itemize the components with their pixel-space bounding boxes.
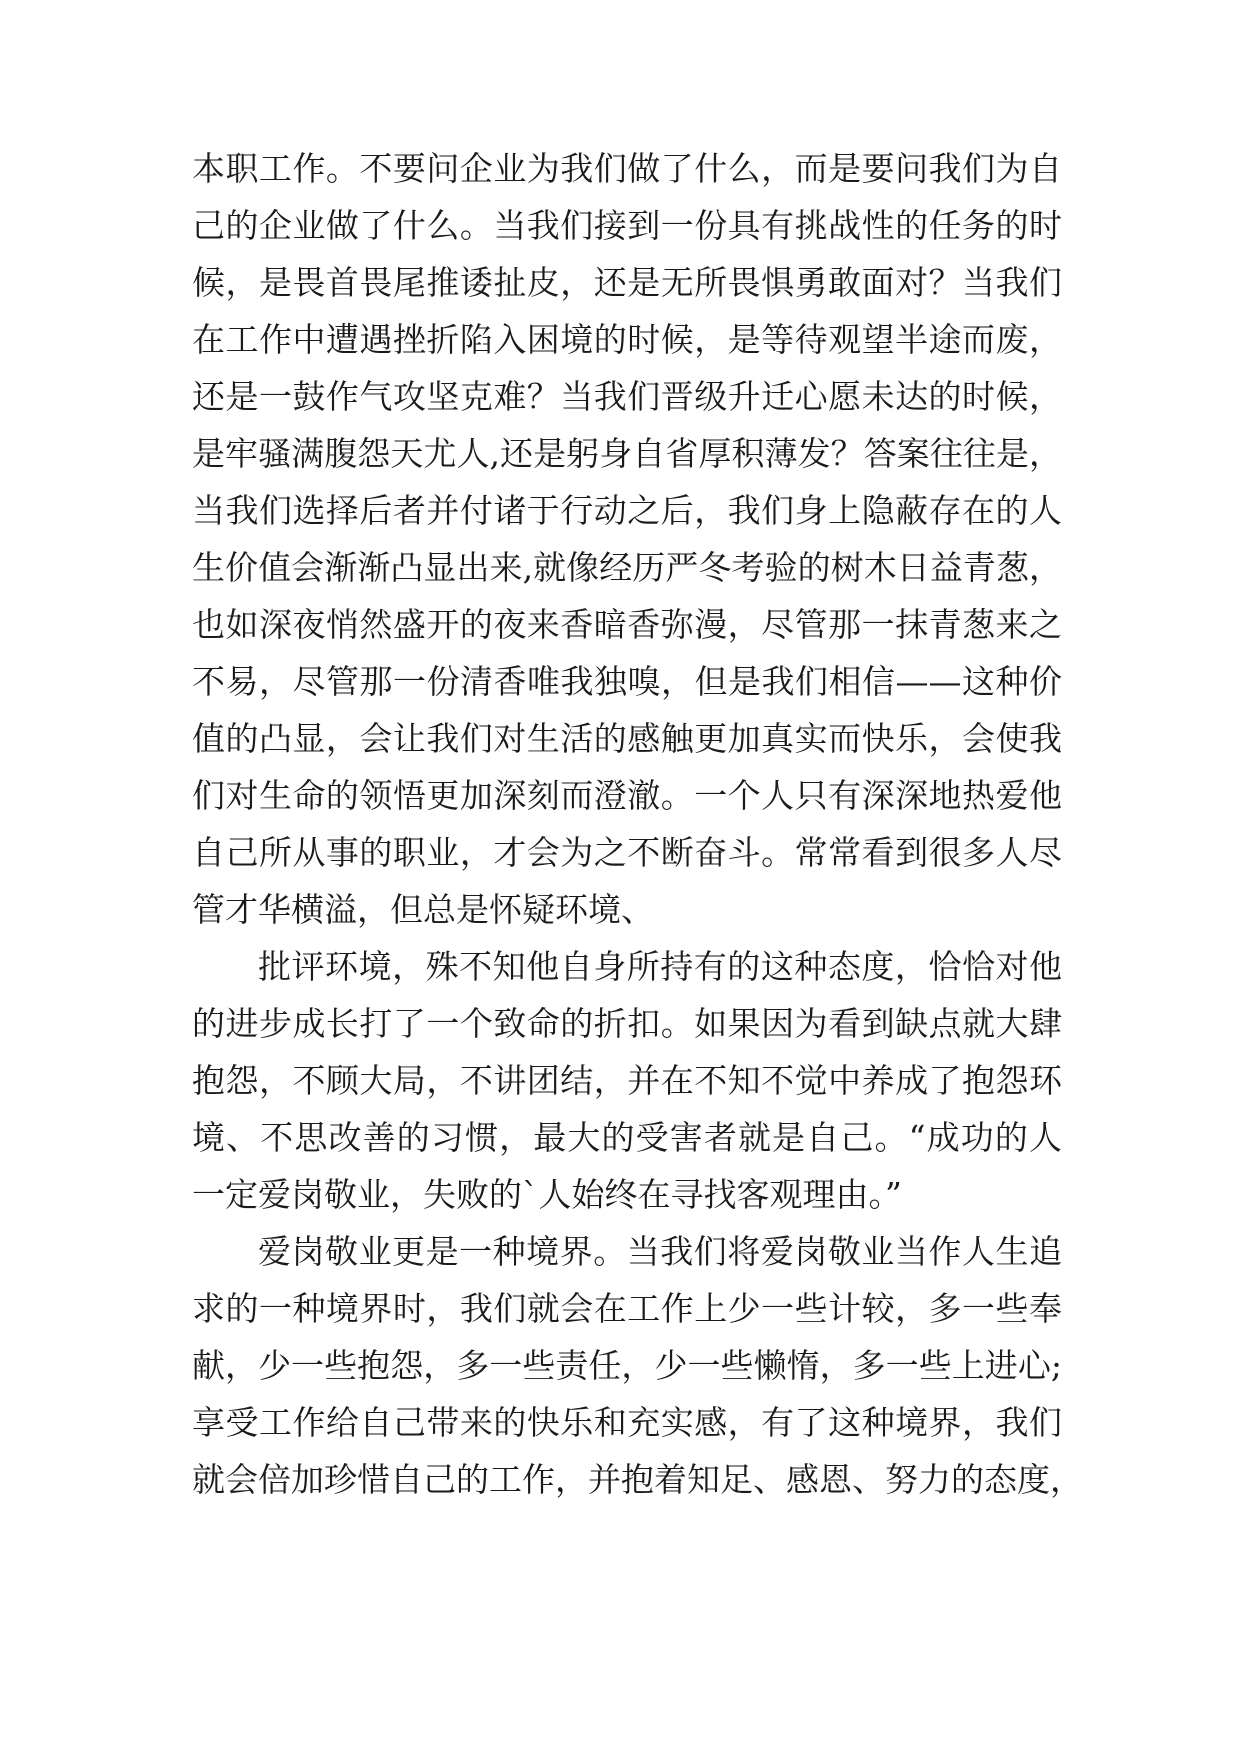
text-line: 爱岗敬业更是一种境界。当我们将爱岗敬业当作人生追 bbox=[258, 1232, 1062, 1271]
text-line: 不易，尽管那一份清香唯我独嗅，但是我们相信——这种价 bbox=[192, 662, 1062, 701]
text-line: 管才华横溢，但总是怀疑环境、 bbox=[192, 890, 654, 929]
paragraph-2 bbox=[192, 938, 1062, 1223]
body-text bbox=[192, 140, 1083, 1508]
text-line: 享受工作给自己带来的快乐和充实感，有了这种境界，我们 bbox=[192, 1403, 1062, 1442]
text-line: 就会倍加珍惜自己的工作，并抱着知足、感恩、努力的态度， bbox=[192, 1460, 1083, 1499]
text-line: 值的凸显，会让我们对生活的感触更加真实而快乐，会使我 bbox=[192, 719, 1062, 758]
text-line: 自己所从事的职业，才会为之不断奋斗。常常看到很多人尽 bbox=[192, 833, 1062, 872]
text-line: 生价值会渐渐凸显出来,就像经历严冬考验的树木日益青葱， bbox=[192, 548, 1062, 587]
text-line: 境、不思改善的习惯，最大的受害者就是自己。“成功的人 bbox=[192, 1118, 1062, 1157]
text-line: 们对生命的领悟更加深刻而澄澈。一个人只有深深地热爱他 bbox=[192, 776, 1062, 815]
text-line: 还是一鼓作气攻坚克难？当我们晋级升迁心愿未达的时候， bbox=[192, 377, 1062, 416]
text-line: 候，是畏首畏尾推诿扯皮，还是无所畏惧勇敢面对？当我们 bbox=[192, 263, 1062, 302]
text-line: 也如深夜悄然盛开的夜来香暗香弥漫，尽管那一抹青葱来之 bbox=[192, 605, 1062, 644]
text-line: 献，少一些抱怨，多一些责任，少一些懒惰，多一些上进心; bbox=[192, 1346, 1062, 1385]
text-line: 的进步成长打了一个致命的折扣。如果因为看到缺点就大肆 bbox=[192, 1004, 1062, 1043]
paragraph-1 bbox=[192, 140, 1062, 938]
text-line: 己的企业做了什么。当我们接到一份具有挑战性的任务的时 bbox=[192, 206, 1062, 245]
paragraph-3 bbox=[192, 1223, 1083, 1508]
text-line: 一定爱岗敬业，失败的`人始终在寻找客观理由。” bbox=[192, 1175, 902, 1214]
text-line: 抱怨，不顾大局，不讲团结，并在不知不觉中养成了抱怨环 bbox=[192, 1061, 1062, 1100]
text-line: 批评环境，殊不知他自身所持有的这种态度，恰恰对他 bbox=[258, 947, 1062, 986]
text-line: 求的一种境界时，我们就会在工作上少一些计较，多一些奉 bbox=[192, 1289, 1062, 1328]
text-line: 本职工作。不要问企业为我们做了什么，而是要问我们为自 bbox=[192, 149, 1062, 188]
text-line: 当我们选择后者并付诸于行动之后，我们身上隐蔽存在的人 bbox=[192, 491, 1062, 530]
text-line: 是牢骚满腹怨天尤人,还是躬身自省厚积薄发？答案往往是， bbox=[192, 434, 1062, 473]
text-line: 在工作中遭遇挫折陷入困境的时候，是等待观望半途而废， bbox=[192, 320, 1062, 359]
